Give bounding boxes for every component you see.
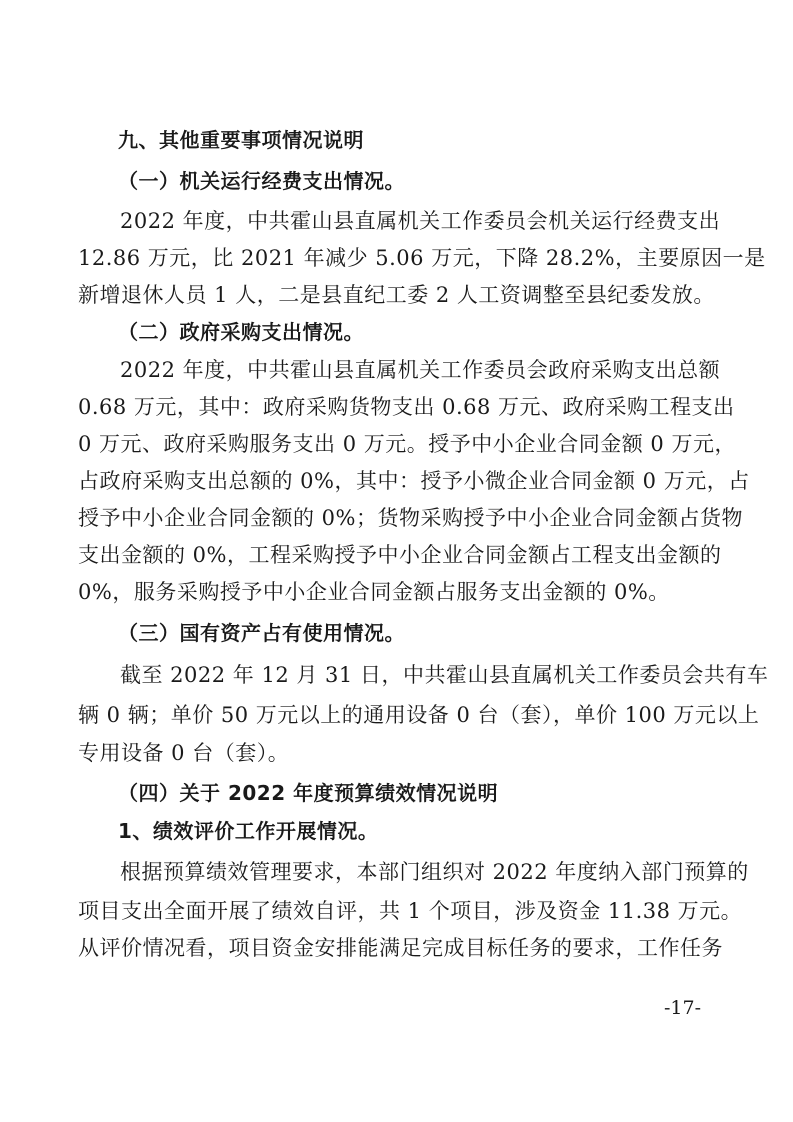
- paragraph-line: 根据预算绩效管理要求，本部门组织对 2022 年度纳入部门预算的: [120, 860, 749, 884]
- paragraph-line: 辆 0 辆；单价 50 万元以上的通用设备 0 台（套），单价 100 万元以上: [78, 703, 760, 727]
- section-heading-2: （二）政府采购支出情况。: [118, 320, 364, 344]
- paragraph-line: 2022 年度，中共霍山县直属机关工作委员会政府采购支出总额: [120, 358, 721, 382]
- paragraph-line: 从评价情况看，项目资金安排能满足完成目标任务的要求，工作任务: [78, 936, 723, 960]
- paragraph-line: 0 万元、政府采购服务支出 0 万元。授予中小企业合同金额 0 万元，: [78, 432, 736, 456]
- section-heading-4: （四）关于 2022 年度预算绩效情况说明: [118, 781, 499, 805]
- paragraph-line: 项目支出全面开展了绩效自评，共 1 个项目，涉及资金 11.38 万元。: [78, 899, 743, 923]
- section-heading-3: （三）国有资产占有使用情况。: [118, 621, 405, 645]
- paragraph-line: 专用设备 0 台（套）。: [78, 741, 290, 765]
- paragraph-line: 2022 年度，中共霍山县直属机关工作委员会机关运行经费支出: [120, 209, 721, 233]
- paragraph-line: 0.68 万元，其中：政府采购货物支出 0.68 万元、政府采购工程支出: [78, 395, 735, 419]
- subsection-heading: 1、绩效评价工作开展情况。: [118, 819, 379, 843]
- paragraph-line: 授予中小企业合同金额的 0%；货物采购授予中小企业合同金额占货物: [78, 506, 743, 530]
- heading-main: 九、其他重要事项情况说明: [118, 128, 364, 152]
- paragraph-line: 占政府采购支出总额的 0%，其中：授予小微企业合同金额 0 万元，占: [78, 469, 750, 493]
- paragraph-line: 新增退休人员 1 人，二是县直纪工委 2 人工资调整至县纪委发放。: [78, 283, 715, 307]
- paragraph-line: 0%，服务采购授予中小企业合同金额占服务支出金额的 0%。: [78, 580, 670, 604]
- section-heading-1: （一）机关运行经费支出情况。: [118, 169, 405, 193]
- page-number: -17-: [664, 997, 702, 1019]
- paragraph-line: 支出金额的 0%，工程采购授予中小企业合同金额占工程支出金额的: [78, 543, 722, 567]
- paragraph-line: 12.86 万元，比 2021 年减少 5.06 万元，下降 28.2%，主要原因一是: [78, 246, 766, 270]
- paragraph-line: 截至 2022 年 12 月 31 日，中共霍山县直属机关工作委员会共有车: [120, 663, 769, 687]
